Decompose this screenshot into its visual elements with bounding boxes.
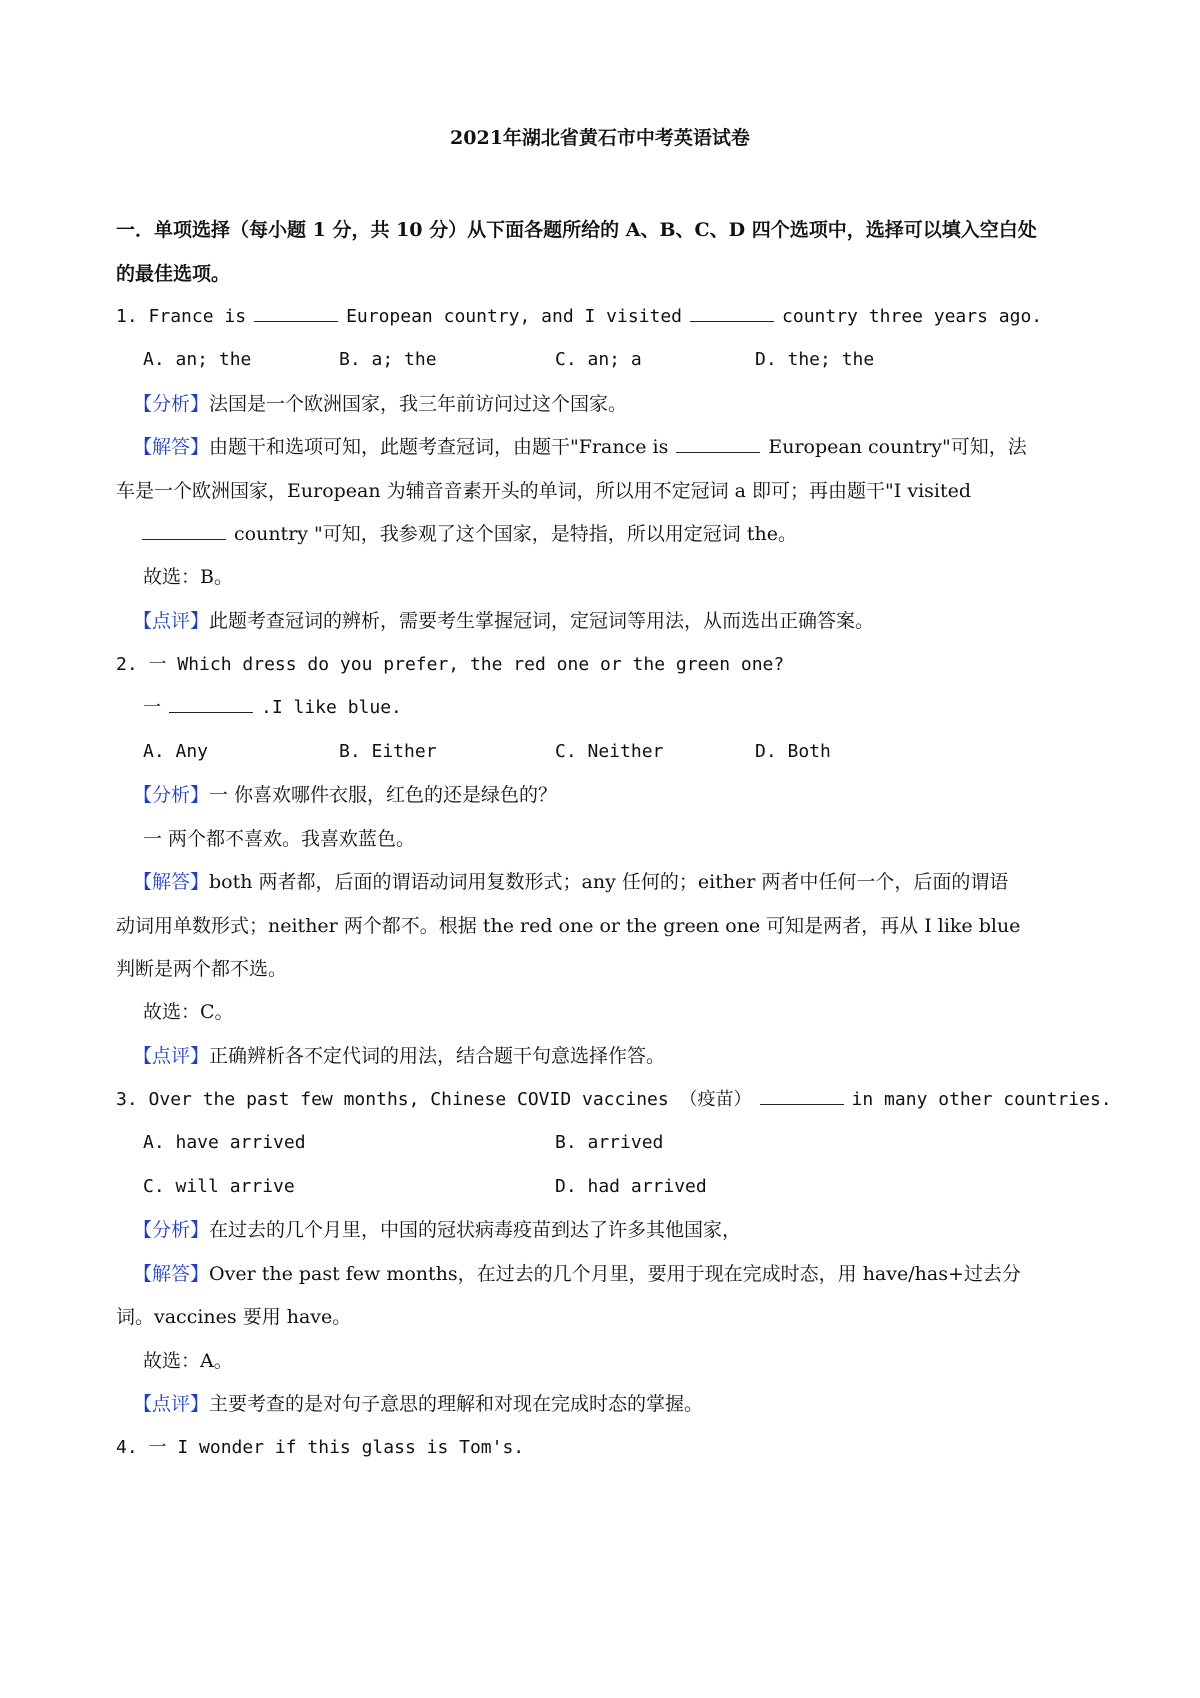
section-heading: 一．单项选择（每小题 1 分，共 10 分）从下面各题所给的 A、B、C、D 四个选项中，选择可以填入空白处 <box>116 219 1037 241</box>
answer-label: 【解答】 <box>133 1263 210 1285</box>
stem-text: 一 I wonder if this glass is Tom's. <box>148 1437 525 1458</box>
answer-cont: 判断是两个都不选。 <box>116 958 288 980</box>
option-c: C. will arrive <box>143 1176 295 1197</box>
answer-blank <box>760 1086 844 1105</box>
analysis <box>133 1216 741 1244</box>
option-b: B. arrived <box>555 1132 664 1153</box>
answer-blank <box>690 303 774 322</box>
choice: 故选：B。 <box>143 566 233 588</box>
analysis <box>133 781 557 809</box>
option-d: D. had arrived <box>555 1176 707 1197</box>
analysis-text: 一 你喜欢哪件衣服，红色的还是绿色的？ <box>209 784 558 806</box>
stem-text: European country, and I visited <box>346 306 683 327</box>
answer-cont: 动词用单数形式；neither 两个都不。根据 the red one or the green one 可知是两者，再从 I like blue <box>116 915 1021 937</box>
stem-text: Over the past few months, Chinese COVID vaccines （疫苗） <box>148 1089 752 1110</box>
analysis-label: 【分析】 <box>133 1219 210 1241</box>
answer-text: Over the past few months，在过去的几个月里，要用于现在完成时态，用 have/has+过去分 <box>209 1263 1021 1285</box>
comment-label: 【点评】 <box>133 610 210 632</box>
analysis-text: 在过去的几个月里，中国的冠状病毒疫苗到达了许多其他国家， <box>209 1219 742 1241</box>
question-number: 1. <box>116 306 138 327</box>
reply-dash: 一 <box>143 697 161 718</box>
stem-text: country three years ago. <box>782 306 1043 327</box>
answer-blank <box>169 694 253 713</box>
answer-cont: 车是一个欧洲国家，European 为辅音音素开头的单词，所以用不定冠词 a 即可；再由题干"I visited <box>116 480 972 502</box>
comment-label: 【点评】 <box>133 1045 210 1067</box>
answer-text: European country"可知，法 <box>768 436 1027 458</box>
answer <box>133 433 1027 461</box>
question-3-stem <box>116 1086 1112 1114</box>
option-a: A. have arrived <box>143 1132 306 1153</box>
option-a: A. Any <box>143 741 209 762</box>
question-4-stem <box>116 1434 524 1462</box>
choice: 故选：A。 <box>143 1350 233 1372</box>
answer-cont <box>116 520 797 548</box>
option-b: B. Either <box>339 741 437 762</box>
answer-label: 【解答】 <box>133 436 210 458</box>
question-number: 3. <box>116 1089 138 1110</box>
option-b: B. a; the <box>339 349 437 370</box>
comment-label: 【点评】 <box>133 1393 210 1415</box>
answer-cont: 词。vaccines 要用 have。 <box>116 1306 352 1328</box>
answer-text: both 两者都，后面的谓语动词用复数形式；any 任何的；either 两者中任何一个，后面的谓语 <box>209 871 1009 893</box>
analysis-text: 法国是一个欧洲国家，我三年前访问过这个国家。 <box>209 393 628 415</box>
answer-blank <box>676 434 760 453</box>
comment <box>133 1042 665 1070</box>
question-number: 2. <box>116 654 138 675</box>
analysis-label: 【分析】 <box>133 784 210 806</box>
stem-text: in many other countries. <box>851 1089 1112 1110</box>
comment-text: 主要考查的是对句子意思的理解和对现在完成时态的掌握。 <box>209 1393 704 1415</box>
reply-text: .I like blue. <box>261 697 402 718</box>
section-heading-cont: 的最佳选项。 <box>116 263 231 285</box>
comment <box>133 607 874 635</box>
answer <box>133 1260 1021 1288</box>
option-d: D. the; the <box>755 349 875 370</box>
choice: 故选：C。 <box>143 1001 234 1023</box>
answer <box>133 868 1008 896</box>
analysis <box>133 390 627 418</box>
answer-blank <box>142 521 226 540</box>
answer-label: 【解答】 <box>133 871 210 893</box>
analysis-label: 【分析】 <box>133 393 210 415</box>
option-d: D. Both <box>755 741 831 762</box>
option-a: A. an; the <box>143 349 252 370</box>
comment-text: 正确辨析各不定代词的用法，结合题干句意选择作答。 <box>209 1045 666 1067</box>
stem-text: France is <box>148 306 247 327</box>
analysis-cont: 一 两个都不喜欢。我喜欢蓝色。 <box>143 828 416 850</box>
comment <box>133 1390 703 1418</box>
question-2-stem <box>116 651 784 679</box>
answer-blank <box>254 303 338 322</box>
option-c: C. Neither <box>555 741 664 762</box>
option-c: C. an; a <box>555 349 642 370</box>
question-2-reply <box>143 694 402 722</box>
question-1-stem <box>116 303 1042 331</box>
page-title: 2021年湖北省黄石市中考英语试卷 <box>450 127 750 149</box>
stem-text: 一 Which dress do you prefer, the red one or the green one? <box>148 654 785 675</box>
comment-text: 此题考查冠词的辨析，需要考生掌握冠词，定冠词等用法，从而选出正确答案。 <box>209 610 875 632</box>
answer-text: 由题干和选项可知，此题考查冠词，由题干"France is <box>209 436 669 458</box>
question-number: 4. <box>116 1437 138 1458</box>
answer-text: country "可知，我参观了这个国家，是特指，所以用定冠词 the。 <box>234 523 797 545</box>
